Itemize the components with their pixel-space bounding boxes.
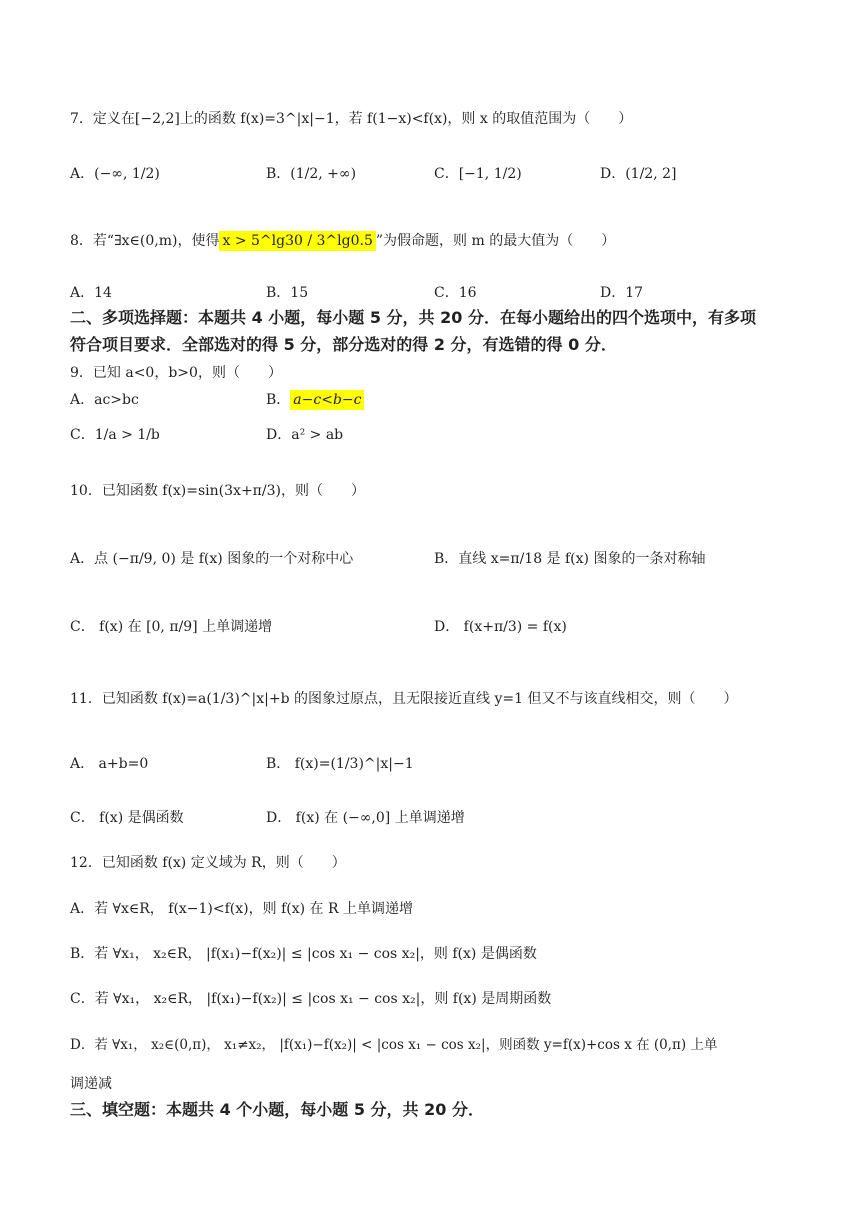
q8-option-c: C．16 [434, 285, 477, 301]
q11-stem: 11．已知函数 f(x)=a(1/3)^|x|+b 的图象过原点，且无限接近直线 y=1 但又不与该直线相交，则（ ） [70, 691, 738, 707]
q9-option-b-prefix: B． [266, 392, 291, 408]
section2-heading-line2: 符合项目要求．全部选对的得 5 分，部分选对的得 2 分，有选错的得 0 分． [70, 335, 617, 354]
q9-option-b-highlight: a−c<b−c [290, 390, 364, 410]
q10-stem: 10．已知函数 f(x)=sin(3x+π/3)，则（ ） [70, 483, 365, 499]
q7-option-b: B．(1/2, +∞) [266, 166, 357, 182]
q12-option-d-line1: D．若 ∀x₁， x₂∈(0,π)， x₁≠x₂， |f(x₁)−f(x₂)| < |cos x₁ − cos x₂|，则函数 y=f(x)+cos x 在 (0,π) 上单 [70, 1037, 718, 1053]
q12-option-d-line2: 调递减 [70, 1076, 112, 1092]
q8-option-b: B．15 [266, 285, 309, 301]
q10-option-d: D． f(x+π/3) = f(x) [434, 619, 567, 635]
q9-option-a: A．ac>bc [70, 392, 139, 408]
q8-stem-before: 8．若“∃x∈(0,m)，使得 [70, 233, 220, 249]
q9-option-c: C．1/a > 1/b [70, 427, 160, 443]
q11-option-b: B． f(x)=(1/3)^|x|−1 [266, 756, 414, 772]
q9-option-b [266, 389, 364, 409]
q8-option-a: A．14 [70, 285, 112, 301]
q7-option-c: C．[−1, 1/2) [434, 166, 522, 182]
q12-option-c: C．若 ∀x₁， x₂∈R， |f(x₁)−f(x₂)| ≤ |cos x₁ − cos x₂|，则 f(x) 是周期函数 [70, 991, 552, 1007]
q11-option-a: A． a+b=0 [70, 756, 149, 772]
q12-option-a: A．若 ∀x∈R， f(x−1)<f(x)，则 f(x) 在 R 上单调递增 [70, 901, 413, 917]
q7-stem: 7．定义在[−2,2]上的函数 f(x)=3^|x|−1，若 f(1−x)<f(x)，则 x 的取值范围为（ ） [70, 111, 633, 127]
q11-option-c: C． f(x) 是偶函数 [70, 810, 184, 826]
q8-option-d: D．17 [600, 285, 644, 301]
section3-heading: 三、填空题：本题共 4 个小题，每小题 5 分，共 20 分． [70, 1100, 484, 1119]
q8-stem-after: ”为假命题，则 m 的最大值为（ ） [375, 233, 616, 249]
q10-option-b: B．直线 x=π/18 是 f(x) 图象的一条对称轴 [434, 551, 706, 567]
section2-heading-line1: 二、多项选择题：本题共 4 小题，每小题 5 分，共 20 分．在每小题给出的四个选项中，有多项 [70, 308, 756, 327]
q9-option-d: D．a² > ab [266, 427, 344, 443]
q8-stem [70, 230, 615, 250]
q8-highlight: x > 5^lg30 / 3^lg0.5 [219, 231, 375, 251]
q12-stem: 12．已知函数 f(x) 定义域为 R，则（ ） [70, 855, 346, 871]
q12-option-b: B．若 ∀x₁， x₂∈R， |f(x₁)−f(x₂)| ≤ |cos x₁ − cos x₂|，则 f(x) 是偶函数 [70, 946, 537, 962]
q9-stem: 9．已知 a<0，b>0，则（ ） [70, 365, 282, 381]
q7-option-a: A．(−∞, 1/2) [70, 166, 160, 182]
q10-option-c: C． f(x) 在 [0, π/9] 上单调递增 [70, 619, 273, 635]
q10-option-a: A．点 (−π/9, 0) 是 f(x) 图象的一个对称中心 [70, 551, 354, 567]
q11-option-d: D． f(x) 在 (−∞,0] 上单调递增 [266, 810, 465, 826]
q7-option-d: D．(1/2, 2] [600, 166, 677, 182]
